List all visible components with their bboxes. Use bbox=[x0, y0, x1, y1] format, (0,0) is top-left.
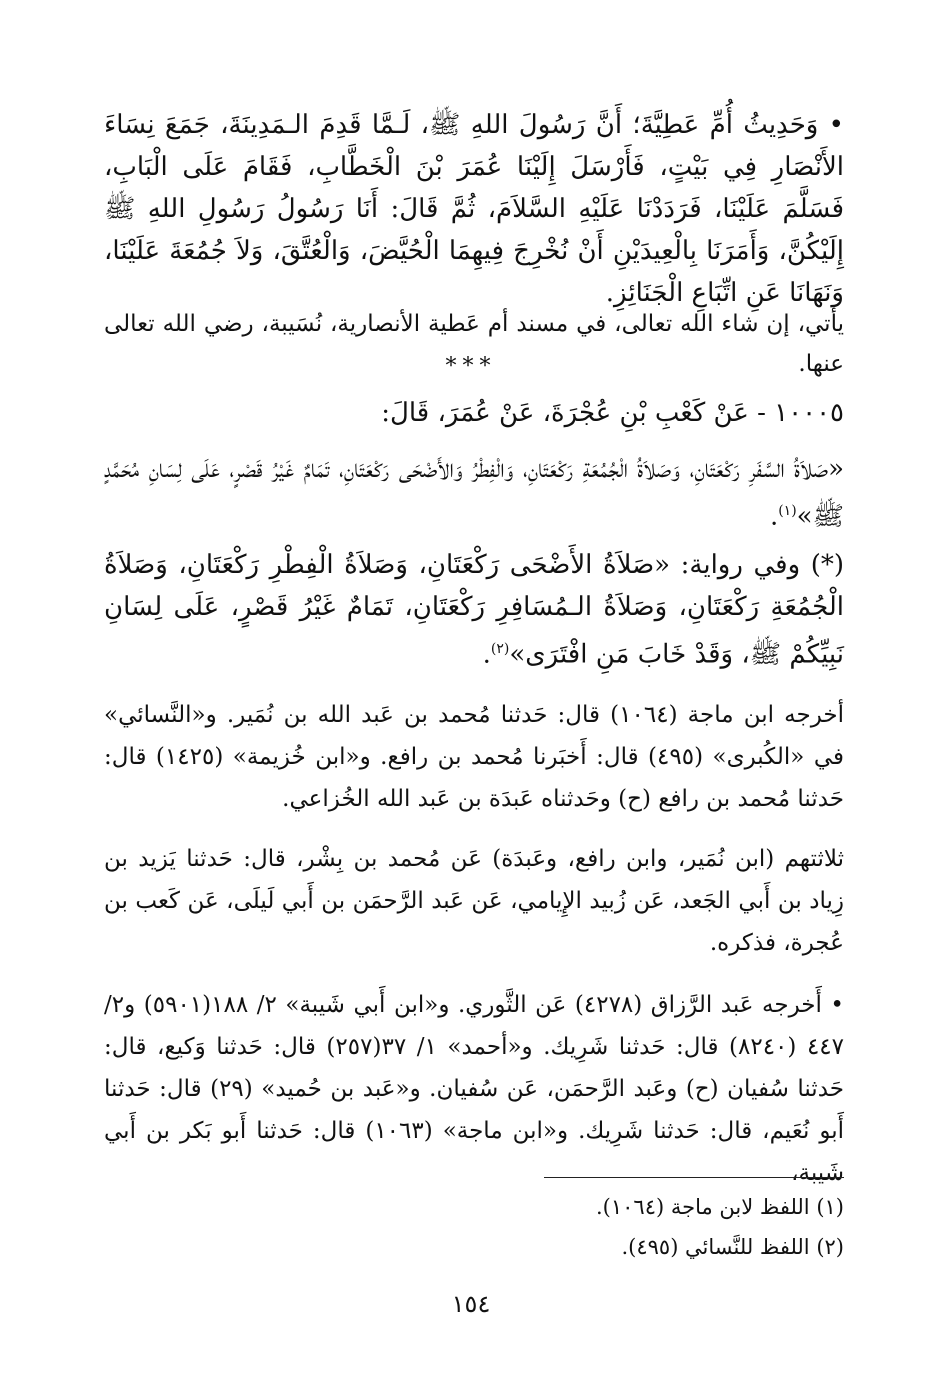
takhrij-paragraph-1: أخرجه ابن ماجة (١٠٦٤) قال: حَدثنا مُحمد بن عَبد الله بن نُمَير. و«النَّسائي» في «الكُبرى» (٤٩٥) قال: أَخبَرنا مُحمد بن رافع. و«ابن خُزيمة» (١٤٢٥) قال: حَدثنا مُحمد بن رافع (ح) وحَدثناه عَبدَة بن عَبد الله الخُزاعي. bbox=[104, 702, 845, 812]
footnote-ref-1: (١) bbox=[778, 503, 797, 519]
hadith-text-paragraph: «صَلاَةُ السَّفَرِ رَكْعَتَانِ، وَصَلاَةُ الْجُمُعَةِ رَكْعَتَانِ، وَالْفِطْرُ وَالأَضْحَى رَكْعَتَانِ، تَمَامٌ غَيْرُ قَصْرٍ، عَلَى لِسَانِ مُحَمَّدٍ ﷺ»$^{(١)}$. bbox=[104, 454, 844, 532]
riwaya-text: (*) وفي رواية: «صَلاَةُ الأَضْحَى رَكْعَتَانِ، وَصَلاَةُ الْفِطْرِ رَكْعَتَانِ، وَصَلاَةُ الْجُمُعَةِ رَكْعَتَانِ، وَصَلاَةُ الـمُسَافِرِ رَكْعَتَانِ، تَمَامٌ غَيْرُ قَصْرٍ، عَلَى لِسَانِ نَبِيِّكُمْ ﷺ، وَقَدْ خَابَ مَنِ افْتَرَى» bbox=[104, 550, 845, 670]
note-paragraph: يأتي، إن شاء الله تعالى، في مسند أم عَطية الأنصارية، نُسَيبة، رضي الله تعالى عنها. bbox=[104, 311, 844, 377]
footnote-divider bbox=[544, 1177, 844, 1178]
takhrij-paragraph-2: ثلاثتهم (ابن نُمَير، وابن رافع، وعَبدَة) عَن مُحمد بن بِشْر، قال: حَدثنا يَزيد بن زِياد بن أَبي الجَعد، عَن زُبيد الإِيامي، عَن عَبد الرَّحمَن بن أَبي لَيلَى، عَن كَعب بن عُجرة، فذكره. bbox=[104, 846, 844, 956]
footnote-ref-2: (٢) bbox=[490, 641, 510, 657]
page-number: ١٥٤ bbox=[451, 1290, 491, 1318]
hadith-text: «صَلاَةُ السَّفَرِ رَكْعَتَانِ، وَصَلاَةُ الْجُمُعَةِ رَكْعَتَانِ، وَالْفِطْرُ وَالأَضْحَى رَكْعَتَانِ، تَمَامٌ غَيْرُ قَصْرٍ، عَلَى لِسَانِ مُحَمَّدٍ ﷺ» bbox=[104, 454, 844, 532]
footnote-1: (١) اللفظ لابن ماجة (١٠٦٤). bbox=[595, 1195, 844, 1219]
section-separator: *** bbox=[445, 354, 497, 379]
hadith-umm-atiyya-paragraph: • وَحَدِيثُ أُمِّ عَطِيَّةَ؛ أَنَّ رَسُولَ اللهِ ﷺ، لَـمَّا قَدِمَ الـمَدِينَةَ، جَمَعَ نِسَاءَ الأَنْصَارِ فِي بَيْتٍ، فَأَرْسَلَ إِلَيْنَا عُمَرَ بْنَ الْخَطَّابِ، فَقَامَ عَلَى الْبَابِ، فَسَلَّمَ عَلَيْنَا، فَرَدَدْنَا عَلَيْهِ السَّلاَمَ، ثُمَّ قَالَ: أَنَا رَسُولُ رَسُولِ اللهِ ﷺ إِلَيْكُنَّ، وَأَمَرَنَا بِالْعِيدَيْنِ أَنْ نُخْرِجَ فِيهِمَا الْحُيَّضَ، وَالْعُتَّقَ، وَلاَ جُمُعَةَ عَلَيْنَا، وَنَهَانَا عَنِ اتِّبَاعِ الْجَنَائِزِ. bbox=[104, 110, 844, 308]
riwaya-paragraph: (*) وفي رواية: «صَلاَةُ الأَضْحَى رَكْعَتَانِ، وَصَلاَةُ الْفِطْرِ رَكْعَتَانِ، وَصَلاَةُ الْجُمُعَةِ رَكْعَتَانِ، وَصَلاَةُ الـمُسَافِرِ رَكْعَتَانِ، تَمَامٌ غَيْرُ قَصْرٍ، عَلَى لِسَانِ نَبِيِّكُمْ ﷺ، وَقَدْ خَابَ مَنِ افْتَرَى»$^{(٢)}$. bbox=[104, 550, 845, 670]
footnote-2: (٢) اللفظ للنَّسائي (٤٩٥). bbox=[621, 1235, 844, 1259]
takhrij-paragraph-3: • أَخرجه عَبد الرَّزاق (٤٢٧٨) عَن الثَّوري. و«ابن أَبي شَيبة» ٢/ ١٨٨(٥٩٠١) و٢/ ٤٤٧ (٨٢٤٠) قال: حَدثنا شَرِيك. و«أحمد» ١/ ٣٧(٢٥٧) قال: حَدثنا وَكيع، قال: حَدثنا سُفيان (ح) وعَبد الرَّحمَن، عَن سُفيان. و«عَبد بن حُميد» (٢٩) قال: حَدثنا أَبو نُعَيم، قال: حَدثنا شَرِيك. و«ابن ماجة» (١٠٦٣) قال: حَدثنا أَبو بَكر بن أَبي شَيبة، bbox=[104, 992, 844, 1186]
hadith-number-line: ١٠٠٠٥ - عَنْ كَعْبِ بْنِ عُجْرَةَ، عَنْ عُمَرَ، قَالَ: bbox=[381, 398, 844, 428]
